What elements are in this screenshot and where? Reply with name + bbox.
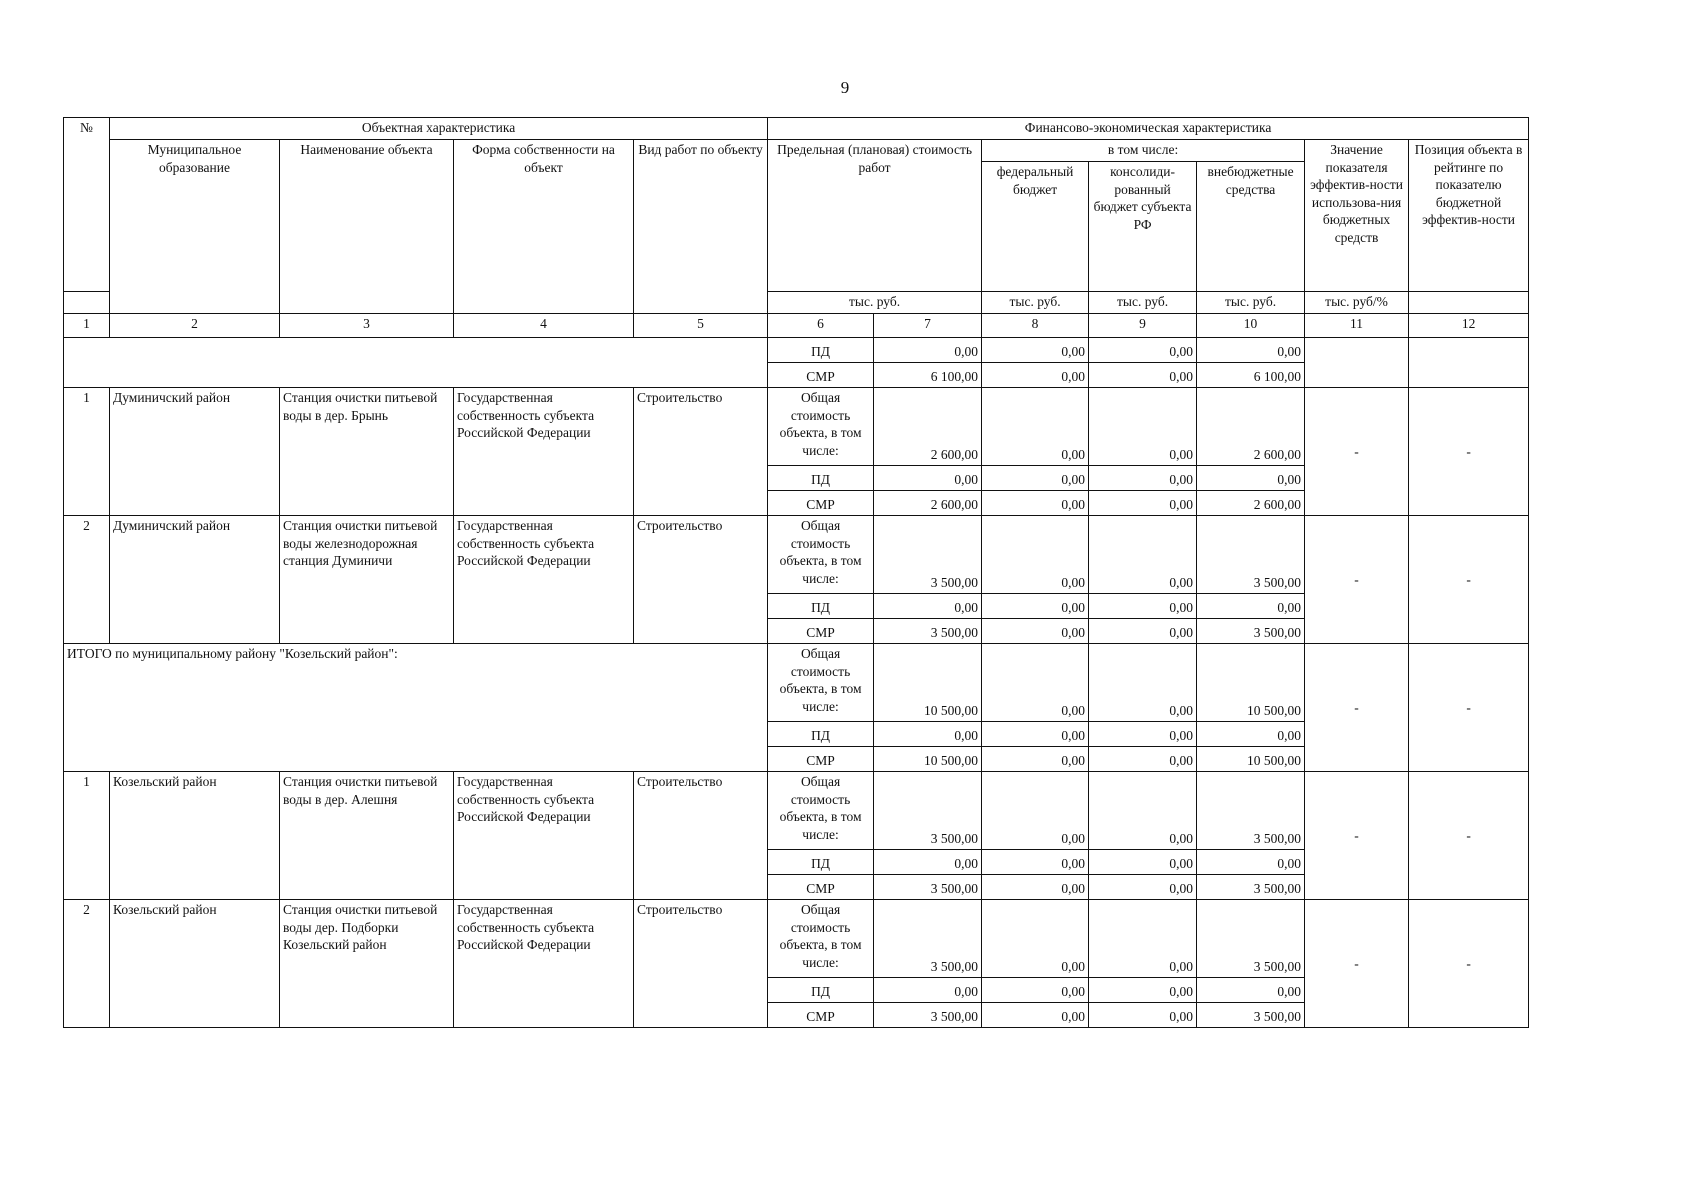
col-number: 9	[1089, 314, 1197, 338]
ownership-cell: Государственная собственность субъекта Российской Федерации	[454, 772, 634, 900]
header-unit-blank	[1409, 292, 1529, 314]
extrabudget-value: 0,00	[1197, 338, 1305, 363]
total-label: Общая стоимость объекта, в том числе:	[768, 644, 874, 722]
consolidated-value: 0,00	[1089, 516, 1197, 594]
extrabudget-value: 3 500,00	[1197, 900, 1305, 978]
header-municipality: Муниципальное образование	[110, 140, 280, 314]
extrabudget-value: 0,00	[1197, 850, 1305, 875]
cost-value: 10 500,00	[874, 644, 982, 722]
extrabudget-value: 2 600,00	[1197, 388, 1305, 466]
work-type-cell: Строительство	[634, 900, 768, 1028]
municipality-cell: Думиничский район	[110, 388, 280, 516]
row-number: 1	[64, 388, 110, 516]
cost-value: 2 600,00	[874, 491, 982, 516]
consolidated-value: 0,00	[1089, 619, 1197, 644]
cost-value: 0,00	[874, 722, 982, 747]
cost-value: 0,00	[874, 850, 982, 875]
header-unit-eff: тыс. руб/%	[1305, 292, 1409, 314]
header-efficiency: Значение показателя эффектив-ности использова-ния бюджетных средств	[1305, 140, 1409, 292]
rating-value: -	[1409, 388, 1529, 516]
header-unit-extra: тыс. руб.	[1197, 292, 1305, 314]
consolidated-value: 0,00	[1089, 594, 1197, 619]
smr-label: СМР	[768, 491, 874, 516]
col-number: 2	[110, 314, 280, 338]
col-number: 3	[280, 314, 454, 338]
consolidated-value: 0,00	[1089, 466, 1197, 491]
consolidated-value: 0,00	[1089, 1003, 1197, 1028]
header-fin-char: Финансово-экономическая характеристика	[768, 118, 1529, 140]
federal-value: 0,00	[982, 466, 1089, 491]
federal-value: 0,00	[982, 516, 1089, 594]
object-name-cell: Станция очистки питьевой воды железнодорожная станция Думиничи	[280, 516, 454, 644]
efficiency-value: -	[1305, 644, 1409, 772]
efficiency-value: -	[1305, 772, 1409, 900]
municipality-cell: Думиничский район	[110, 516, 280, 644]
consolidated-value: 0,00	[1089, 363, 1197, 388]
object-name-cell: Станция очистки питьевой воды дер. Подборки Козельский район	[280, 900, 454, 1028]
extrabudget-value: 6 100,00	[1197, 363, 1305, 388]
ownership-cell: Государственная собственность субъекта Российской Федерации	[454, 900, 634, 1028]
work-type-cell: Строительство	[634, 516, 768, 644]
header-max-cost: Предельная (плановая) стоимость работ	[768, 140, 982, 292]
extrabudget-value: 3 500,00	[1197, 619, 1305, 644]
header-no: №	[64, 118, 110, 292]
smr-label: СМР	[768, 619, 874, 644]
rating-value: -	[1409, 516, 1529, 644]
header-work-type: Вид работ по объекту	[634, 140, 768, 314]
row-number: 1	[64, 772, 110, 900]
federal-value: 0,00	[982, 978, 1089, 1003]
cost-value: 3 500,00	[874, 875, 982, 900]
pd-label: ПД	[768, 722, 874, 747]
federal-value: 0,00	[982, 363, 1089, 388]
ownership-cell: Государственная собственность субъекта Российской Федерации	[454, 516, 634, 644]
pd-label: ПД	[768, 594, 874, 619]
efficiency-blank	[1305, 338, 1409, 388]
federal-value: 0,00	[982, 594, 1089, 619]
col-number: 7	[874, 314, 982, 338]
consolidated-value: 0,00	[1089, 491, 1197, 516]
cost-value: 0,00	[874, 466, 982, 491]
header-object-char: Объектная характеристика	[110, 118, 768, 140]
consolidated-value: 0,00	[1089, 850, 1197, 875]
header-object-name: Наименование объекта	[280, 140, 454, 314]
rating-value: -	[1409, 644, 1529, 772]
extrabudget-value: 2 600,00	[1197, 491, 1305, 516]
ownership-cell: Государственная собственность субъекта Российской Федерации	[454, 388, 634, 516]
consolidated-value: 0,00	[1089, 388, 1197, 466]
rating-value: -	[1409, 900, 1529, 1028]
extrabudget-value: 10 500,00	[1197, 747, 1305, 772]
cost-value: 0,00	[874, 338, 982, 363]
federal-value: 0,00	[982, 722, 1089, 747]
extrabudget-value: 3 500,00	[1197, 772, 1305, 850]
col-number: 6	[768, 314, 874, 338]
col-number: 10	[1197, 314, 1305, 338]
page-number: 9	[840, 78, 850, 97]
extrabudget-value: 3 500,00	[1197, 1003, 1305, 1028]
smr-label: СМР	[768, 363, 874, 388]
total-label: Общая стоимость объекта, в том числе:	[768, 388, 874, 466]
header-extrabudget: внебюджетные средства	[1197, 162, 1305, 292]
federal-value: 0,00	[982, 338, 1089, 363]
total-label: Общая стоимость объекта, в том числе:	[768, 516, 874, 594]
header-federal: федеральный бюджет	[982, 162, 1089, 292]
cost-value: 3 500,00	[874, 1003, 982, 1028]
header-ownership: Форма собственности на объект	[454, 140, 634, 314]
federal-value: 0,00	[982, 875, 1089, 900]
efficiency-value: -	[1305, 516, 1409, 644]
pd-label: ПД	[768, 978, 874, 1003]
consolidated-value: 0,00	[1089, 875, 1197, 900]
consolidated-value: 0,00	[1089, 644, 1197, 722]
col-number: 5	[634, 314, 768, 338]
itogo-label: ИТОГО по муниципальному району "Козельский район":	[64, 644, 768, 772]
extrabudget-value: 0,00	[1197, 466, 1305, 491]
header-rating: Позиция объекта в рейтинге по показателю бюджетной эффектив-ности	[1409, 140, 1529, 292]
cost-value: 3 500,00	[874, 619, 982, 644]
extrabudget-value: 0,00	[1197, 978, 1305, 1003]
work-type-cell: Строительство	[634, 388, 768, 516]
consolidated-value: 0,00	[1089, 338, 1197, 363]
row-number: 2	[64, 900, 110, 1028]
header-unit-cost: тыс. руб.	[768, 292, 982, 314]
pd-label: ПД	[768, 850, 874, 875]
cost-value: 3 500,00	[874, 516, 982, 594]
header-including: в том числе:	[982, 140, 1305, 162]
object-name-cell: Станция очистки питьевой воды в дер. Брынь	[280, 388, 454, 516]
federal-value: 0,00	[982, 388, 1089, 466]
consolidated-value: 0,00	[1089, 747, 1197, 772]
municipality-cell: Козельский район	[110, 900, 280, 1028]
cost-value: 0,00	[874, 978, 982, 1003]
consolidated-value: 0,00	[1089, 900, 1197, 978]
consolidated-value: 0,00	[1089, 772, 1197, 850]
col-number: 8	[982, 314, 1089, 338]
header-no-blank	[64, 292, 110, 314]
col-number: 11	[1305, 314, 1409, 338]
row-number: 2	[64, 516, 110, 644]
pd-label: ПД	[768, 466, 874, 491]
federal-value: 0,00	[982, 900, 1089, 978]
cost-value: 0,00	[874, 594, 982, 619]
municipality-cell: Козельский район	[110, 772, 280, 900]
header-unit-cons: тыс. руб.	[1089, 292, 1197, 314]
header-consolidated: консолиди-рованный бюджет субъекта РФ	[1089, 162, 1197, 292]
federal-value: 0,00	[982, 491, 1089, 516]
col-number: 12	[1409, 314, 1529, 338]
work-type-cell: Строительство	[634, 772, 768, 900]
federal-value: 0,00	[982, 1003, 1089, 1028]
total-label: Общая стоимость объекта, в том числе:	[768, 900, 874, 978]
consolidated-value: 0,00	[1089, 978, 1197, 1003]
col-number: 1	[64, 314, 110, 338]
cost-value: 3 500,00	[874, 772, 982, 850]
rating-blank	[1409, 338, 1529, 388]
efficiency-value: -	[1305, 900, 1409, 1028]
federal-value: 0,00	[982, 644, 1089, 722]
cost-value: 10 500,00	[874, 747, 982, 772]
smr-label: СМР	[768, 875, 874, 900]
financial-table	[63, 117, 1529, 1028]
extrabudget-value: 10 500,00	[1197, 644, 1305, 722]
cost-value: 6 100,00	[874, 363, 982, 388]
extrabudget-value: 3 500,00	[1197, 516, 1305, 594]
federal-value: 0,00	[982, 619, 1089, 644]
cost-value: 3 500,00	[874, 900, 982, 978]
consolidated-value: 0,00	[1089, 722, 1197, 747]
efficiency-value: -	[1305, 388, 1409, 516]
col-number: 4	[454, 314, 634, 338]
object-name-cell: Станция очистки питьевой воды в дер. Алешня	[280, 772, 454, 900]
extrabudget-value: 0,00	[1197, 722, 1305, 747]
header-unit-fed: тыс. руб.	[982, 292, 1089, 314]
continued-blank	[64, 338, 768, 388]
rating-value: -	[1409, 772, 1529, 900]
extrabudget-value: 3 500,00	[1197, 875, 1305, 900]
federal-value: 0,00	[982, 772, 1089, 850]
extrabudget-value: 0,00	[1197, 594, 1305, 619]
federal-value: 0,00	[982, 850, 1089, 875]
smr-label: СМР	[768, 747, 874, 772]
cost-value: 2 600,00	[874, 388, 982, 466]
total-label: Общая стоимость объекта, в том числе:	[768, 772, 874, 850]
smr-label: СМР	[768, 1003, 874, 1028]
pd-label: ПД	[768, 338, 874, 363]
federal-value: 0,00	[982, 747, 1089, 772]
